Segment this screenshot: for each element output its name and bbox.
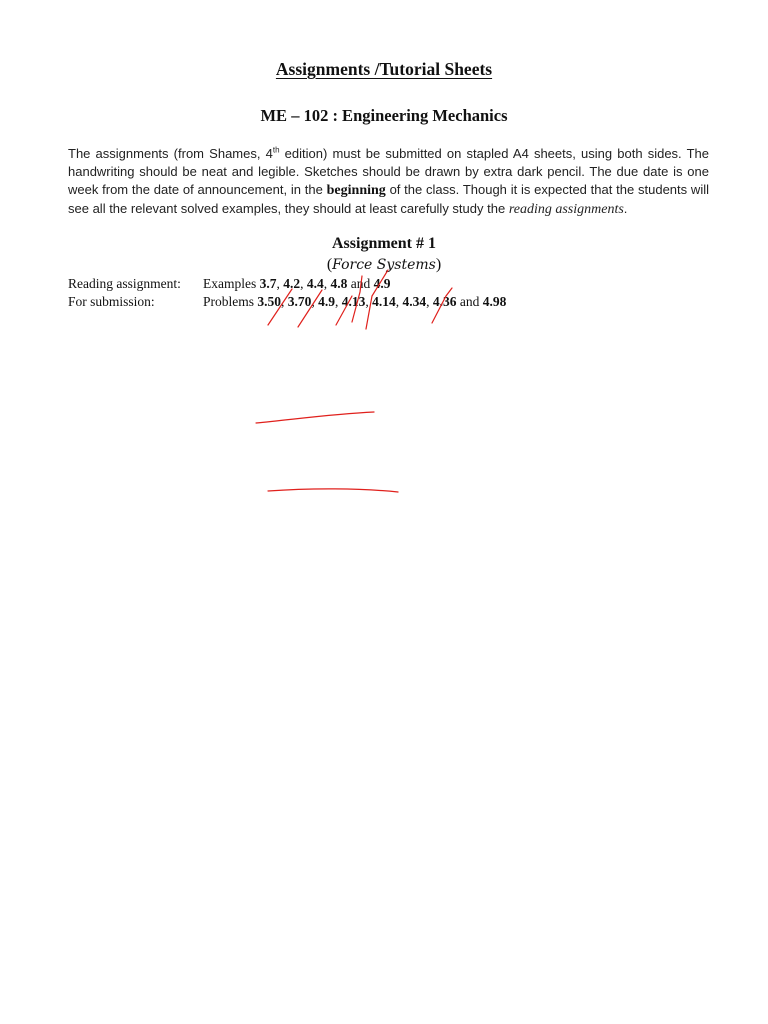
intro-text-2: edition) must be submitted on stapled A4 sheets, using both sides. The handwriting should be neat and legible. Sketches should be drawn by extra dark pencil. The due date is one week from the date of announcement, in the: [68, 146, 709, 197]
list-separator: ,: [311, 294, 319, 309]
list-separator: ,: [300, 276, 307, 291]
submission-prefix: Problems: [203, 294, 258, 309]
underline-stroke: [256, 412, 374, 423]
subtitle-text: Force Systems: [332, 257, 436, 273]
list-separator: ,: [281, 294, 288, 309]
list-separator: ,: [276, 276, 284, 291]
example-number: 4.2: [283, 276, 301, 291]
problem-number: 4.13: [341, 294, 366, 309]
submission-last-item: 4.98: [482, 294, 507, 309]
problem-number: 4.34: [402, 294, 427, 309]
reading-label: Reading assignment:: [68, 276, 181, 291]
reading-prefix: Examples: [203, 276, 260, 291]
example-number: 4.8: [330, 276, 348, 291]
submission-and: and: [456, 294, 483, 309]
list-separator: ,: [323, 276, 331, 291]
example-number: 4.4: [306, 276, 324, 291]
tick-mark: [432, 288, 452, 323]
edition-superscript: th: [272, 145, 280, 155]
tick-mark: [298, 290, 322, 327]
list-separator: ,: [395, 294, 403, 309]
problem-number: 4.36: [432, 294, 457, 309]
intro-italic-reading-assignments: reading assignments: [508, 202, 624, 217]
tick-mark: [366, 270, 388, 329]
tick-mark: [336, 296, 352, 325]
list-separator: ,: [426, 294, 433, 309]
problem-number: 3.50: [257, 294, 282, 309]
course-title: ME – 102 : Engineering Mechanics: [260, 106, 508, 125]
red-ink-annotations: [256, 270, 452, 492]
submission-label: For submission:: [68, 294, 155, 309]
tick-mark: [352, 276, 362, 322]
problem-number: 4.9: [318, 294, 336, 309]
intro-bold-beginning: beginning: [326, 183, 386, 198]
subtitle-close-paren: ): [435, 256, 442, 273]
underline-stroke: [268, 489, 398, 492]
list-separator: ,: [365, 294, 373, 309]
intro-text-4: .: [623, 201, 628, 216]
list-separator: ,: [335, 294, 342, 309]
problem-number: 4.14: [372, 294, 396, 309]
example-number: 3.7: [259, 276, 277, 291]
problem-number: 3.70: [287, 294, 312, 309]
assignment-heading: Assignment # 1: [331, 235, 436, 252]
document-title: Assignments /Tutorial Sheets: [275, 59, 493, 79]
intro-text-3: of the class. Though it is expected that the students will see all the relevant solved examples, they should at least carefully study the: [68, 182, 709, 216]
intro-text-1: The assignments (from Shames, 4: [68, 146, 273, 161]
subtitle-open-paren: (: [326, 256, 333, 273]
reading-last-item: 4.9: [373, 276, 391, 291]
reading-and: and: [347, 276, 374, 291]
tick-mark: [268, 289, 292, 325]
